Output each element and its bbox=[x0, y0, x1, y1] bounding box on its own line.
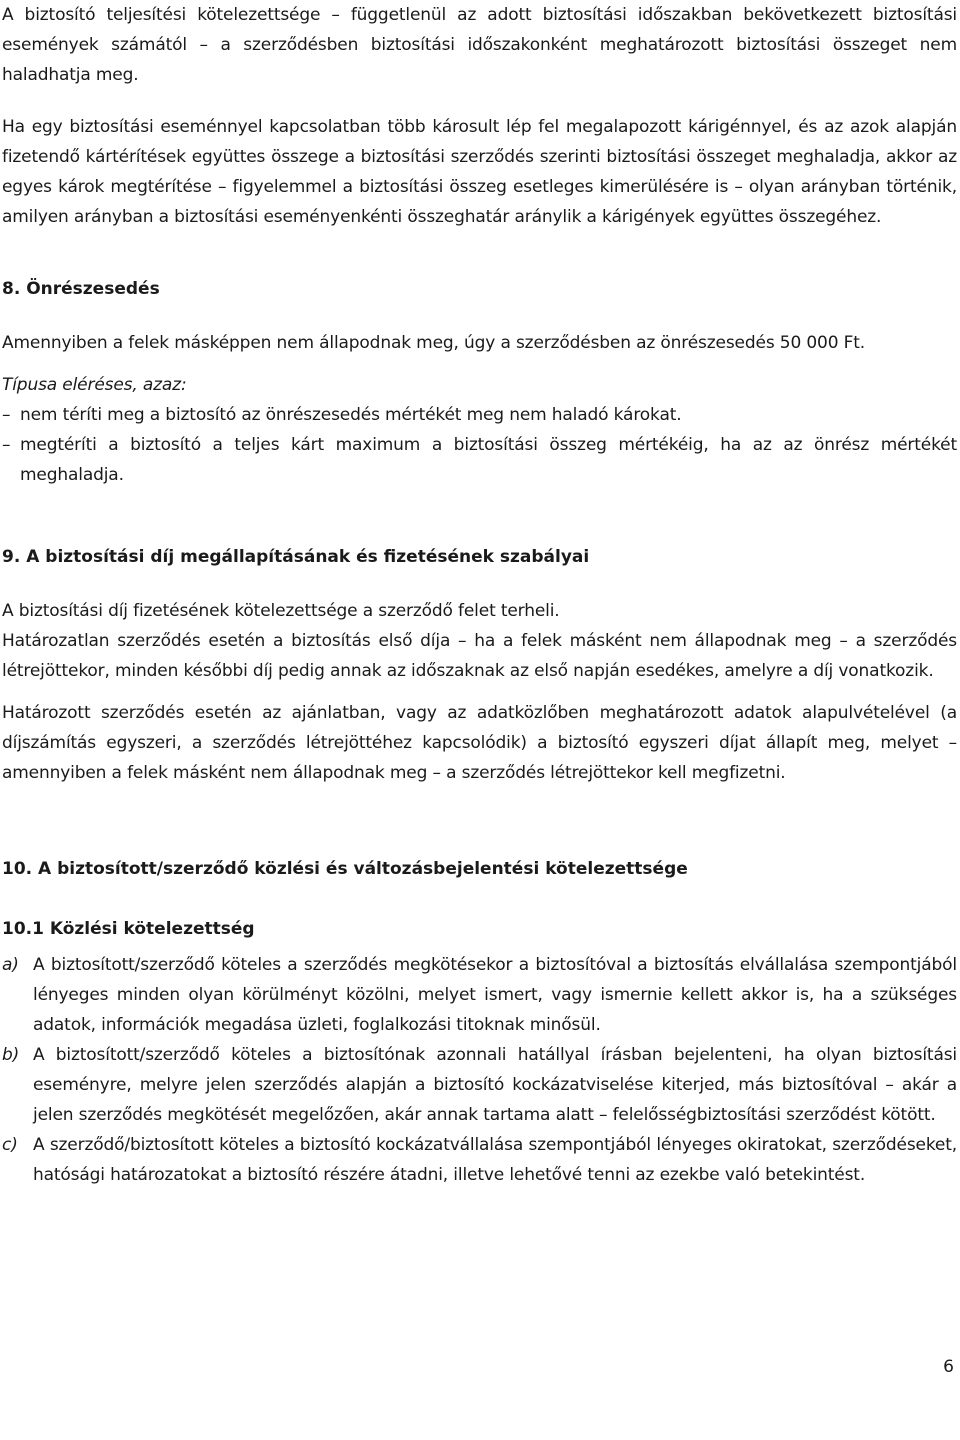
list-item-text: A biztosított/szerződő köteles a szerződés megkötésekor a biztosítóval a biztosítás elvállalása szempontjából lényeges minden olyan körülményt közölni, melyet ismert, vagy ismernie kellett akkor is, ha a szükséges adatok, információk megadása üzleti, foglalkozási titoknak minősül. bbox=[33, 955, 957, 1035]
section-8-dash-list bbox=[2, 400, 957, 490]
list-item-text: A biztosított/szerződő köteles a biztosítónak azonnali hatállyal írásban bejelenteni, ha olyan biztosítási eseményre, melyre jelen szerződés alapján a biztosító kockázatviselése kiterjed, más biztosítóval – akár a jelen szerződés megkötését megelőzően, akár annak tartama alatt – felelősségbiztosítási szerződést kötött. bbox=[33, 1045, 957, 1125]
section-9-paragraph-3: Határozott szerződés esetén az ajánlatban, vagy az adatközlőben meghatározott adatok alapulvételével (a díjszámítás egyszeri, a szerződés létrejöttéhez kapcsolódik) a biztosító egyszeri díjat állapít meg, melyet – amennyiben a felek másként nem állapodnak meg – a szerződés létrejöttekor kell megfizetni. bbox=[2, 703, 957, 783]
page-number: 6 bbox=[943, 1357, 954, 1377]
list-item-text: A szerződő/biztosított köteles a biztosító kockázatvállalása szempontjából lényeges okiratokat, szerződéseket, hatósági határozatokat a biztosító részére átadni, illetve lehetővé tenni az ezekbe való betekintést. bbox=[33, 1135, 957, 1185]
dash-bullet: – bbox=[2, 435, 11, 455]
list-marker: b) bbox=[2, 1045, 20, 1065]
section-8-type-label: Típusa eléréses, azaz: bbox=[2, 375, 187, 395]
list-item bbox=[2, 430, 957, 490]
list-item bbox=[2, 1040, 957, 1130]
paragraph-limit-of-liability: A biztosító teljesítési kötelezettsége – függetlenül az adott biztosítási időszakban bekövetkezett biztosítási események számától – a szerződésben biztosítási időszakonként meghatározott biztosítási összeget nem haladhatja meg. bbox=[2, 5, 957, 85]
paragraph-multiple-claimants: Ha egy biztosítási eseménnyel kapcsolatban több károsult lép fel megalapozott kárigénnyel, és az azok alapján fizetendő kártérítések együttes összege a biztosítási szerződés szerinti biztosítási összeget meghaladja, akkor az egyes károk megtérítése – figyelemmel a biztosítási összeg esetleges kimerülésére is – olyan arányban történik, amilyen arányban a biztosítási eseményenkénti összeghatár aránylik a kárigények együttes összegéhez. bbox=[2, 117, 957, 227]
list-marker: a) bbox=[2, 955, 19, 975]
list-item bbox=[2, 1130, 957, 1190]
list-item-text: nem téríti meg a biztosító az önrészesedés mértékét meg nem haladó károkat. bbox=[20, 405, 682, 425]
list-item-text: megtéríti a biztosító a teljes kárt maximum a biztosítási összeg mértékéig, ha az az önrész mértékét meghaladja. bbox=[20, 435, 957, 485]
section-9-paragraph-2: Határozatlan szerződés esetén a biztosítás első díja – ha a felek másként nem állapodnak meg – a szerződés létrejöttekor, minden későbbi díj pedig annak az időszaknak az első napján esedékes, amelyre a díj vonatkozik. bbox=[2, 631, 957, 681]
list-item bbox=[2, 950, 957, 1040]
list-marker: c) bbox=[2, 1135, 18, 1155]
page-content bbox=[2, 0, 957, 1190]
section-8-title: 8. Önrészesedés bbox=[2, 279, 160, 299]
section-10-1-title: 10.1 Közlési kötelezettség bbox=[2, 919, 255, 939]
section-10-title: 10. A biztosított/szerződő közlési és változásbejelentési kötelezettsége bbox=[2, 859, 688, 879]
list-item bbox=[2, 400, 957, 430]
dash-bullet: – bbox=[2, 405, 11, 425]
section-9-title: 9. A biztosítási díj megállapításának és fizetésének szabályai bbox=[2, 547, 590, 567]
section-10-1-list bbox=[2, 950, 957, 1190]
section-9-paragraph-1: A biztosítási díj fizetésének kötelezettsége a szerződő felet terheli. bbox=[2, 601, 560, 621]
section-8-text: Amennyiben a felek másképpen nem állapodnak meg, úgy a szerződésben az önrészesedés 50 000 Ft. bbox=[2, 333, 866, 353]
